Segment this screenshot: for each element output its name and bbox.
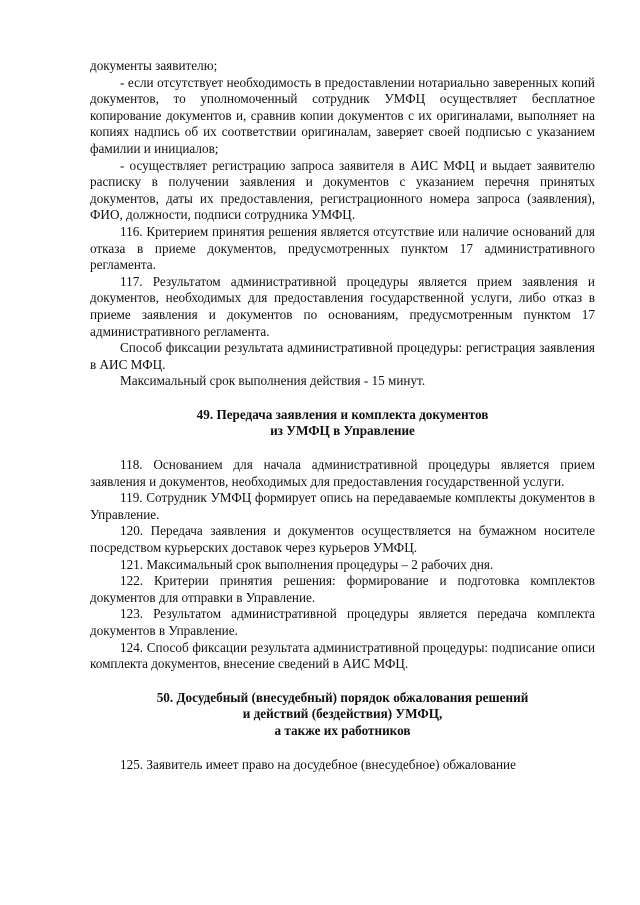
paragraph: 121. Максимальный срок выполнения процедуры – 2 рабочих дня.	[120, 556, 494, 572]
paragraph: Способ фиксации результата административной процедуры: регистрация заявления в АИС МФЦ.	[90, 340, 595, 372]
paragraph: - если отсутствует необходимость в предоставлении нотариально заверенных копий документов, то уполномоченный сотрудник УМФЦ осуществляет бесплатное копирование документов и, сравнив копии документов с их оригиналами, выполняет на копиях надпись об их соответствии оригиналам, заверяет своей подписью с указанием фамилии и инициалов;	[90, 74, 595, 156]
paragraph: 116. Критерием принятия решения является отсутствие или наличие оснований для отказа в приеме документов, предусмотренных пунктом 17 административного регламента.	[90, 223, 595, 273]
paragraph: 118. Основанием для начала административной процедуры является прием заявления и документов, необходимых для предоставления государственной услуги.	[90, 457, 595, 489]
paragraph: документы заявителю;	[90, 58, 218, 73]
paragraph: 125. Заявитель имеет право на досудебное (внесудебное) обжалование	[120, 756, 516, 772]
heading-line: из УМФЦ в Управление	[270, 423, 415, 439]
section-heading-50	[90, 690, 595, 740]
section-heading-49	[90, 407, 595, 440]
heading-line: 49. Передача заявления и комплекта документов	[196, 406, 489, 422]
paragraph: - осуществляет регистрацию запроса заявителя в АИС МФЦ и выдает заявителю расписку в получении заявления и документов с указанием перечня принятых документов, даты их предоставления, регистрационного номера запроса (заявления), ФИО, должности, подписи сотрудника УМФЦ.	[90, 157, 595, 223]
heading-line: 50. Досудебный (внесудебный) порядок обжалования решений	[156, 689, 529, 705]
heading-line: и действий (бездействия) УМФЦ,	[242, 706, 443, 722]
paragraph: 120. Передача заявления и документов осуществляется на бумажном носителе посредством курьерских доставок через курьеров УМФЦ.	[90, 523, 595, 556]
paragraph: 124. Способ фиксации результата административной процедуры: подписание описи комплекта документов, внесение сведений в АИС МФЦ.	[90, 639, 595, 672]
paragraph: 117. Результатом административной процедуры является прием заявления и документов, необходимых для предоставления государственной услуги, либо отказ в приеме заявления и документов по основаниям, предусмотренным пунктом 17 административного регламента.	[90, 273, 595, 339]
heading-line: а также их работников	[274, 722, 411, 738]
paragraph: 123. Результатом административной процедуры является передача комплекта документов в Управление.	[90, 606, 595, 638]
paragraph: Максимальный срок выполнения действия - 15 минут.	[120, 373, 426, 389]
paragraph: 122. Критерии принятия решения: формирование и подготовка комплектов документов для отправки в Управление.	[90, 573, 595, 605]
paragraph: 119. Сотрудник УМФЦ формирует опись на передаваемые комплекты документов в Управление.	[90, 490, 595, 522]
